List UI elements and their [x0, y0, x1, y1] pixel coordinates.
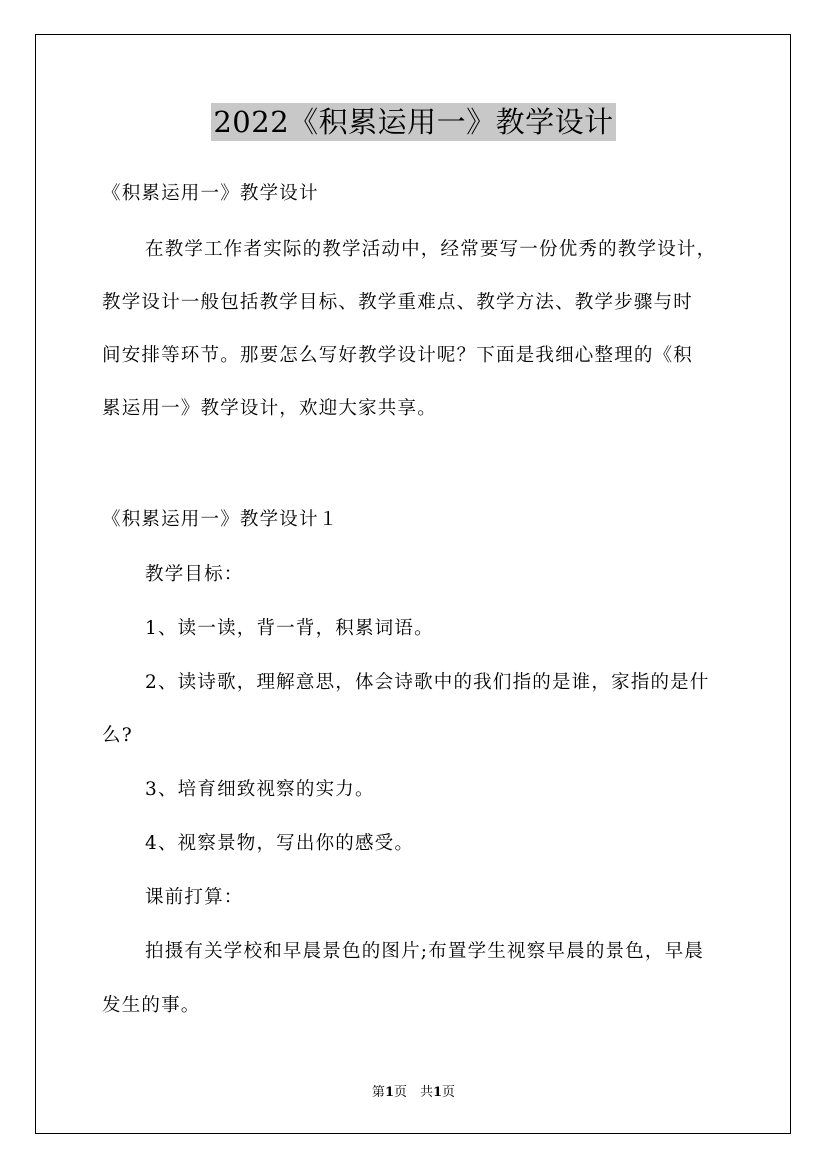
intro-line-3: 间安排等环节。那要怎么写好教学设计呢？下面是我细心整理的《积	[102, 345, 694, 366]
objective-item-1: 1、读一读，背一背，积累词语。	[145, 618, 434, 639]
intro-line-2: 教学设计一般包括教学目标、教学重难点、教学方法、教学步骤与时	[102, 292, 694, 313]
footer-page-total: 1	[433, 1085, 443, 1100]
prep-label: 课前打算：	[145, 887, 244, 908]
objective-item-3: 3、培育细致视察的实力。	[145, 779, 375, 800]
prep-line-1: 拍摄有关学校和早晨景色的图片;布置学生视察早晨的景色，早晨	[145, 941, 705, 962]
objective-item-2-continued: 么?	[102, 725, 133, 746]
objective-item-4: 4、视察景物，写出你的感受。	[145, 833, 415, 854]
objectives-label: 教学目标：	[145, 564, 244, 585]
document-title: 2022《积累运用一》教学设计	[213, 105, 614, 139]
footer-page-current: 1	[384, 1085, 394, 1100]
footer-page-mid: 页 共	[393, 1085, 433, 1100]
page-footer	[0, 1085, 827, 1101]
section-heading: 《积累运用一》教学设计１	[102, 509, 339, 530]
footer-page-suffix: 页	[442, 1085, 456, 1100]
intro-line-4: 累运用一》教学设计，欢迎大家共享。	[102, 398, 437, 419]
document-subtitle: 《积累运用一》教学设计	[102, 183, 319, 204]
objective-item-2: 2、读诗歌，理解意思，体会诗歌中的我们指的是谁，家指的是什	[145, 672, 710, 693]
title-container	[0, 103, 827, 141]
footer-page-prefix: 第	[371, 1085, 385, 1100]
prep-line-2: 发生的事。	[102, 995, 201, 1016]
intro-line-1: 在教学工作者实际的教学活动中，经常要写一份优秀的教学设计，	[145, 239, 717, 260]
